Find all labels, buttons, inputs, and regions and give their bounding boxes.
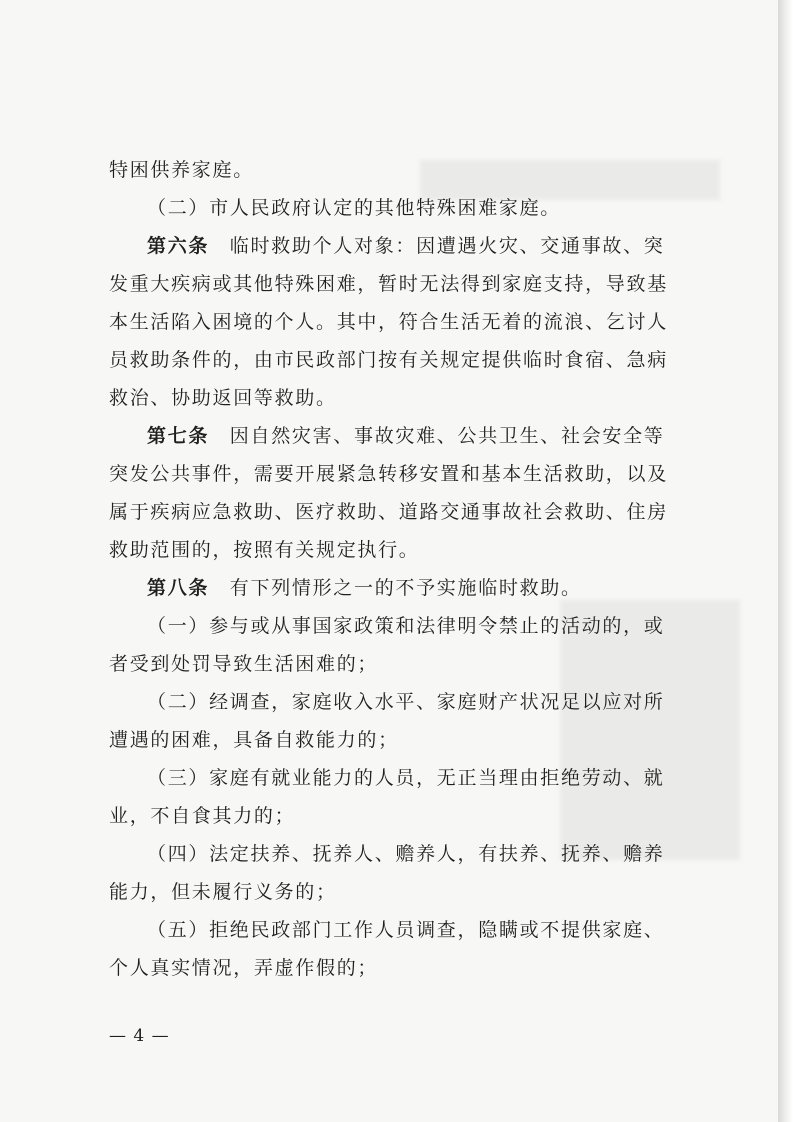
text-line: （二）市人民政府认定的其他特殊困难家庭。 [147, 197, 562, 219]
article-7-line: 第七条 因自然灾害、事故灾难、公共卫生、社会安全等 [147, 425, 665, 447]
text-line: 属于疾病应急救助、医疗救助、道路交通事故社会救助、住房 [109, 501, 668, 523]
text-line: 发重大疾病或其他特殊困难，暂时无法得到家庭支持，导致基 [109, 273, 668, 295]
text-line: 救助范围的，按照有关规定执行。 [109, 539, 420, 561]
text-line: 突发公共事件，需要开展紧急转移安置和基本生活救助，以及 [109, 463, 668, 485]
text-line: 者受到处罚导致生活困难的； [109, 653, 379, 675]
article-heading: 第八条 [147, 577, 210, 599]
text-line: 员救助条件的，由市民政部门按有关规定提供临时食宿、急病 [109, 349, 668, 371]
article-8-line: 第八条 有下列情形之一的不予实施临时救助。 [147, 577, 582, 599]
text-line: （五）拒绝民政部门工作人员调查，隐瞒或不提供家庭、 [147, 919, 665, 941]
scan-edge [778, 0, 793, 1122]
text-line: 救治、协助返回等救助。 [109, 387, 337, 409]
text-line: 遭遇的困难，具备自救能力的； [109, 729, 399, 751]
text-line: 个人真实情况，弄虚作假的； [109, 957, 379, 979]
page-number: — 4 — [109, 1026, 170, 1046]
article-heading: 第七条 [147, 425, 210, 447]
article-heading: 第六条 [147, 235, 210, 257]
text-line: 能力，但未履行义务的； [109, 881, 337, 903]
text-line: （四）法定扶养、抚养人、赡养人，有扶养、抚养、赡养 [147, 843, 665, 865]
text-line: 特困供养家庭。 [109, 159, 254, 181]
text-line: （一）参与或从事国家政策和法律明令禁止的活动的，或 [147, 615, 665, 637]
text-line: 本生活陷入困境的个人。其中，符合生活无着的流浪、乞讨人 [109, 311, 668, 333]
text-line: 业，不自食其力的； [109, 805, 296, 827]
article-6-line: 第六条 临时救助个人对象：因遭遇火灾、交通事故、突 [147, 235, 665, 257]
text-line: （二）经调查，家庭收入水平、家庭财产状况足以应对所 [147, 691, 665, 713]
text-line: （三）家庭有就业能力的人员，无正当理由拒绝劳动、就 [147, 767, 665, 789]
